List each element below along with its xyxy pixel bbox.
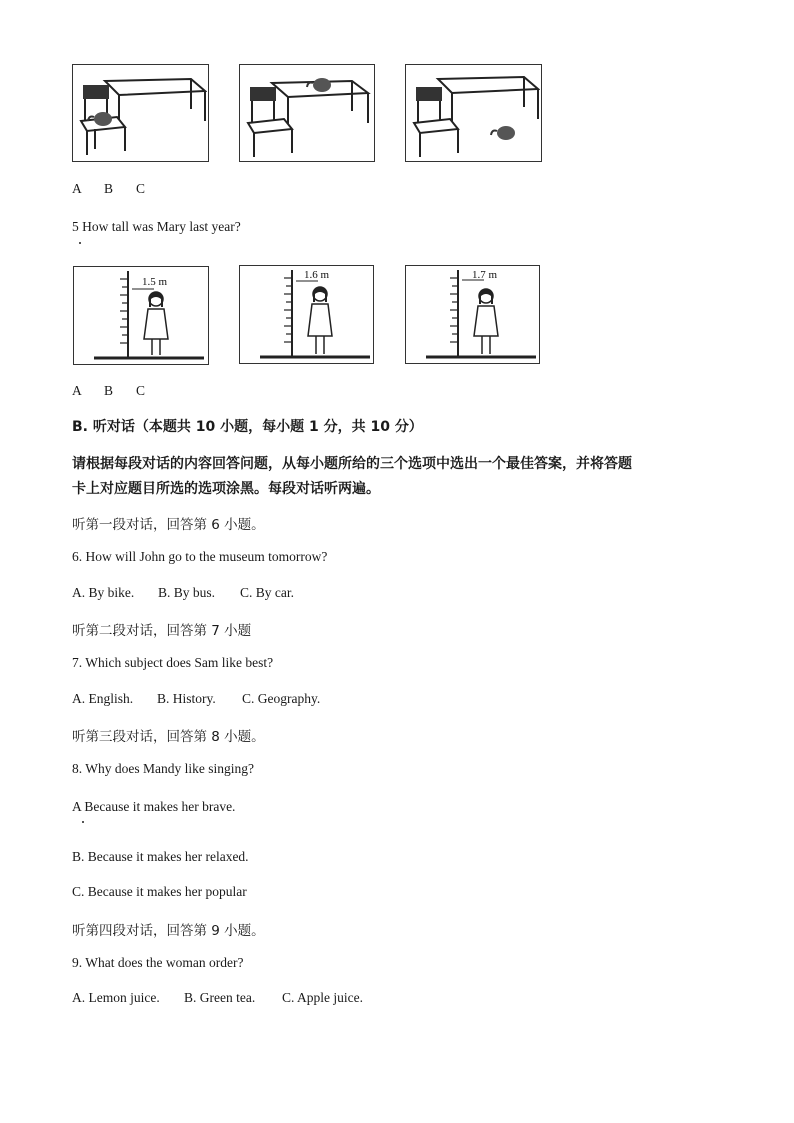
- q5-picture-b: [239, 265, 374, 364]
- q4-label-c: C: [136, 181, 146, 196]
- q6-option-c[interactable]: C. By car.: [240, 585, 294, 600]
- q4-picture-a: [72, 64, 209, 162]
- q6-option-b[interactable]: B. By bus.: [158, 585, 216, 600]
- q4-label-a: A: [72, 181, 82, 196]
- q5-label-c: C: [136, 383, 146, 398]
- q4-picture-b: [239, 64, 375, 162]
- q5-label-b: B: [104, 383, 114, 398]
- question-6-options: [72, 585, 294, 601]
- q9-option-c[interactable]: C. Apple juice.: [282, 990, 363, 1005]
- stray-dot: [79, 242, 81, 244]
- q4-option-labels: [72, 181, 145, 197]
- height-label-1-6: 1.6 m: [304, 269, 330, 281]
- q6-option-a[interactable]: A. By bike.: [72, 585, 135, 600]
- question-9: 9. What does the woman order?: [72, 955, 244, 970]
- q7-option-b[interactable]: B. History.: [157, 691, 216, 706]
- question-7: 7. Which subject does Sam like best?: [72, 655, 274, 670]
- section-b-instruction-line2: 卡上对应题目所选的选项涂黑。每段对话听两遍。: [72, 481, 380, 497]
- dialogue-4-intro: 听第四段对话，回答第 9 小题。: [72, 923, 265, 939]
- q4-label-b: B: [104, 181, 114, 196]
- stray-dot: [82, 821, 84, 823]
- q5-question: 5 How tall was Mary last year?: [72, 219, 241, 234]
- q4-picture-c: [405, 64, 542, 162]
- section-b-heading: B. 听对话（本题共 10 小题，每小题 1 分，共 10 分）: [72, 419, 423, 435]
- dialogue-1-intro: 听第一段对话，回答第 6 小题。: [72, 517, 265, 533]
- question-8: 8. Why does Mandy like singing?: [72, 761, 254, 776]
- question-9-options: [72, 990, 363, 1006]
- height-label-1-7: 1.7 m: [472, 269, 498, 281]
- height-label-1-5: 1.5 m: [142, 276, 168, 288]
- q5-label-a: A: [72, 383, 82, 398]
- question-6: 6. How will John go to the museum tomorrow?: [72, 549, 328, 564]
- q5-picture-a: [73, 266, 209, 365]
- q7-option-c[interactable]: C. Geography.: [242, 691, 321, 706]
- q9-option-a[interactable]: A. Lemon juice.: [72, 990, 160, 1005]
- section-b-instruction-line1: 请根据每段对话的内容回答问题，从每小题所给的三个选项中选出一个最佳答案，并将答题: [72, 456, 632, 472]
- q9-option-b[interactable]: B. Green tea.: [184, 990, 256, 1005]
- q5-option-labels: [72, 383, 145, 399]
- q8-option-c[interactable]: C. Because it makes her popular: [72, 884, 247, 899]
- q5-picture-c: [405, 265, 540, 364]
- q8-option-b[interactable]: B. Because it makes her relaxed.: [72, 849, 249, 864]
- question-7-options: [72, 691, 320, 707]
- dialogue-2-intro: 听第二段对话，回答第 7 小题: [72, 623, 252, 639]
- q7-option-a[interactable]: A. English.: [72, 691, 134, 706]
- q8-option-a[interactable]: A Because it makes her brave.: [72, 799, 236, 814]
- dialogue-3-intro: 听第三段对话，回答第 8 小题。: [72, 729, 265, 745]
